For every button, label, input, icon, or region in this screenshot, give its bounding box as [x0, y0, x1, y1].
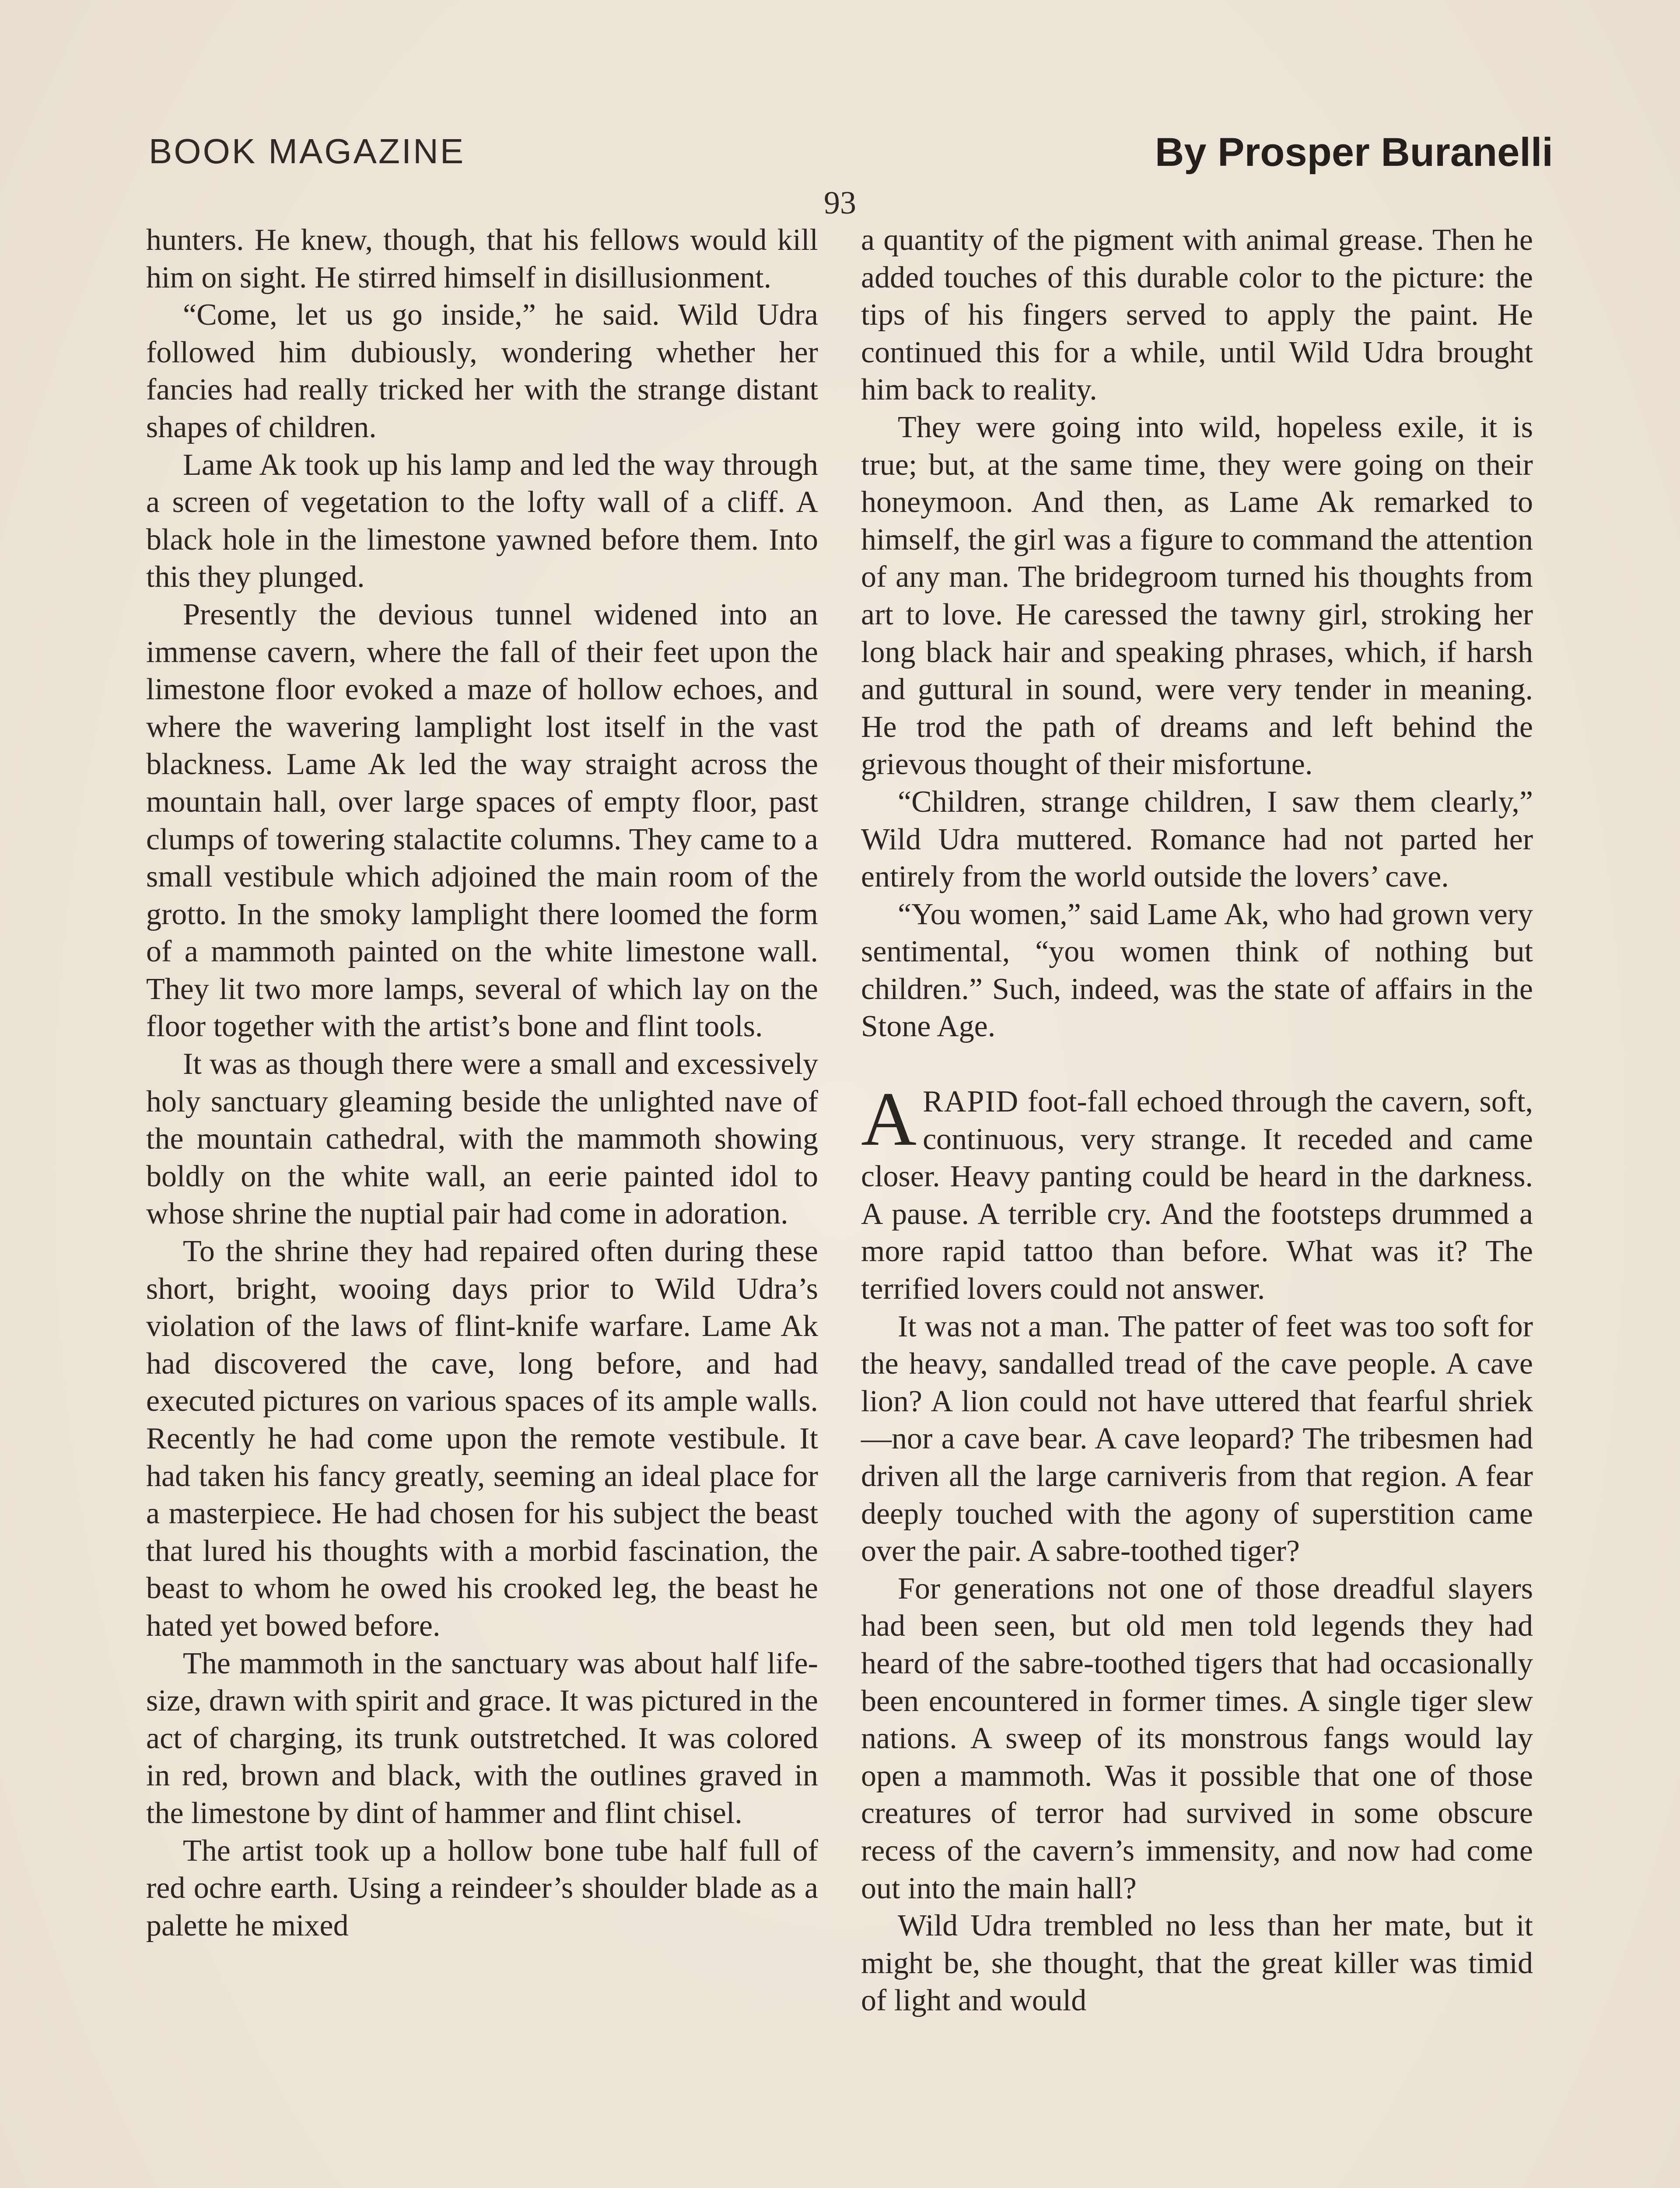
paragraph: Lame Ak took up his lamp and led the way through a screen of vegetation to the lofty wall of a cliff. A black hole in the limestone yawned before them. Into this they plunged.: [146, 448, 818, 594]
paragraph: The mammoth in the sanctuary was about half life-size, drawn with spirit and grace. It was pictured in the act of charging, its trunk outstretched. It was colored in red, brown and black, with the outlines graved in the limestone by dint of hammer and flint chisel.: [146, 1646, 818, 1830]
paragraph: “You women,” said Lame Ak, who had grown very sentimental, “you women think of nothing but children.” Such, indeed, was the state of affairs in the Stone Age.: [861, 897, 1533, 1044]
drop-cap: A: [861, 1076, 917, 1162]
paragraph: hunters. He knew, though, that his fellows would kill him on sight. He stirred himself in disillusionment.: [146, 223, 818, 295]
paragraph: To the shrine they had repaired often during these short, bright, wooing days prior to Wild Udra’s violation of the laws of flint-knife warfare. Lame Ak had discovered the cave, long before, and had executed pictures on various spaces of its ample walls. Recently he had come upon the remote vestibule. It had taken his fancy greatly, seeming an ideal place for a masterpiece. He had chosen for his subject the beast that lured his thoughts with a morbid fascination, the beast to whom he owed his crooked leg, the beast he hated yet bowed before.: [146, 1234, 818, 1643]
paragraph: a quantity of the pigment with animal grease. Then he added touches of this durable color to the picture: the tips of his fingers served to apply the paint. He continued this for a while, until Wild Udra brought him back to reality.: [861, 223, 1533, 407]
right-column: [861, 221, 1533, 2020]
left-column: [146, 221, 818, 1944]
paragraph: “Children, strange children, I saw them clearly,” Wild Udra muttered. Romance had not parted her entirely from the world outside the lovers’ cave.: [861, 785, 1533, 894]
magazine-title: BOOK MAGAZINE: [149, 132, 466, 171]
paragraph: It was as though there were a small and excessively holy sanctuary gleaming beside the unlighted nave of the mountain cathedral, with the mammoth showing boldly on the white wall, an eerie painted idol to whose shrine the nuptial pair had come in adoration.: [146, 1047, 818, 1231]
paragraph: “Come, let us go inside,” he said. Wild Udra followed him dubiously, wondering whether her fancies had really tricked her with the strange distant shapes of children.: [146, 298, 818, 444]
paragraph-text: foot-fall echoed through the cavern, soft, continuous, very strange. It receded and came closer. Heavy panting could be heard in the darkness. A pause. A terrible cry. And the footsteps drummed a more rapid tattoo than before. What was it? The terrified lovers could not answer.: [861, 1085, 1533, 1306]
paragraph: It was not a man. The patter of feet was too soft for the heavy, sandalled tread of the cave people. A cave lion? A lion could not have uttered that fearful shriek —nor a cave bear. A cave leopard? The tribesmen had driven all the large carniveris from that region. A fear deeply touched with the agony of superstition came over the pair. A sabre-toothed tiger?: [861, 1309, 1533, 1568]
lead-in-caps: RAPID: [923, 1085, 1019, 1119]
paragraph: They were going into wild, hopeless exile, it is true; but, at the same time, they were going on their honeymoon. And then, as Lame Ak remarked to himself, the girl was a figure to command the attention of any man. The bridegroom turned his thoughts from art to love. He caressed the tawny girl, stroking her long black hair and speaking phrases, which, if harsh and guttural in sound, were very tender in meaning. He trod the path of dreams and left behind the grievous thought of their misfortune.: [861, 410, 1533, 782]
paragraph: Presently the devious tunnel widened into an immense cavern, where the fall of their feet upon the limestone floor evoked a maze of hollow echoes, and where the wavering lamplight lost itself in the vast blackness. Lame Ak led the way straight across the mountain hall, over large spaces of empty floor, past clumps of towering stalactite columns. They came to a small vestibule which adjoined the main room of the grotto. In the smoky lamplight there loomed the form of a mammoth painted on the white limestone wall. They lit two more lamps, several of which lay on the floor together with the artist’s bone and flint tools.: [146, 597, 818, 1044]
running-header: [149, 131, 1553, 179]
page-number: 93: [824, 185, 856, 221]
author-byline: By Prosper Buranelli: [1155, 130, 1553, 175]
paragraph: The artist took up a hollow bone tube half full of red ochre earth. Using a reindeer’s shoulder blade as a palette he mixed: [146, 1834, 818, 1943]
paragraph: For generations not one of those dreadful slayers had been seen, but old men told legends they had heard of the sabre-toothed tigers that had occasionally been encountered in former times. A single tiger slew nations. A sweep of its monstrous fangs would lay open a mammoth. Was it possible that one of those creatures of terror had survived in some obscure recess of the cavern’s immensity, and now had come out into the main hall?: [861, 1571, 1533, 1905]
section-opening-paragraph: [861, 1076, 1533, 1308]
paragraph: Wild Udra trembled no less than her mate, but it might be, she thought, that the great killer was timid of light and would: [861, 1909, 1533, 2018]
